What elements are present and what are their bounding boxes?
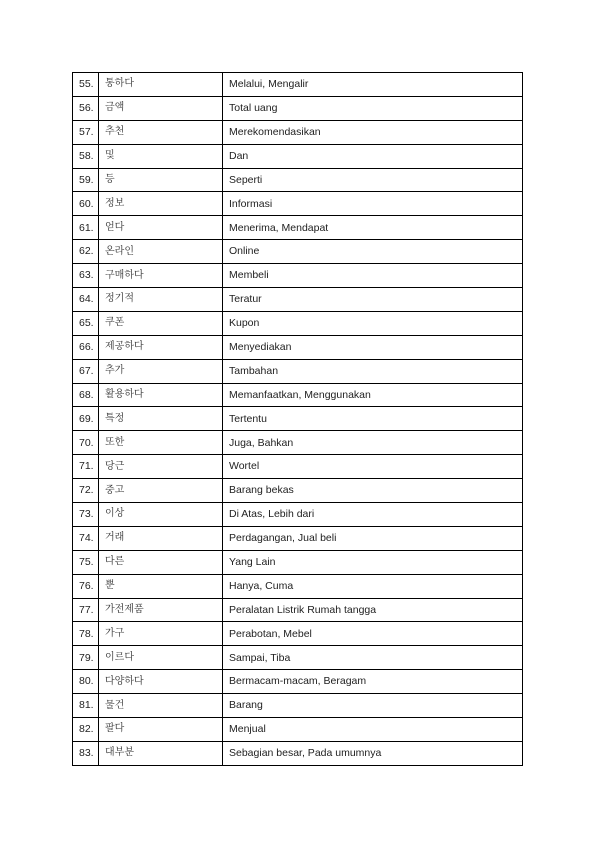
meaning-cell: Barang bekas [223,479,523,503]
table-row [73,192,523,216]
table-row [73,216,523,240]
korean-word-cell: 등 [99,168,223,192]
korean-word-cell: 구매하다 [99,264,223,288]
table-row [73,574,523,598]
korean-word-cell: 활용하다 [99,383,223,407]
table-row [73,240,523,264]
row-number-cell: 75. [73,550,99,574]
table-row [73,288,523,312]
korean-word-cell: 온라인 [99,240,223,264]
table-row [73,407,523,431]
row-number-cell: 71. [73,455,99,479]
korean-word-cell: 뿐 [99,574,223,598]
meaning-cell: Dan [223,144,523,168]
table-row [73,168,523,192]
korean-word-cell: 가구 [99,622,223,646]
korean-word-cell: 금액 [99,96,223,120]
meaning-cell: Hanya, Cuma [223,574,523,598]
table-row [73,311,523,335]
table-row [73,264,523,288]
meaning-cell: Wortel [223,455,523,479]
meaning-cell: Perdagangan, Jual beli [223,526,523,550]
row-number-cell: 76. [73,574,99,598]
table-row [73,718,523,742]
row-number-cell: 64. [73,288,99,312]
table-row [73,479,523,503]
table-row [73,73,523,97]
table-row [73,383,523,407]
korean-word-cell: 팔다 [99,718,223,742]
korean-word-cell: 가전제품 [99,598,223,622]
row-number-cell: 61. [73,216,99,240]
meaning-cell: Menyediakan [223,335,523,359]
vocabulary-table-body [73,73,523,766]
meaning-cell: Barang [223,694,523,718]
row-number-cell: 66. [73,335,99,359]
korean-word-cell: 거래 [99,526,223,550]
row-number-cell: 82. [73,718,99,742]
row-number-cell: 63. [73,264,99,288]
korean-word-cell: 다른 [99,550,223,574]
meaning-cell: Memanfaatkan, Menggunakan [223,383,523,407]
row-number-cell: 77. [73,598,99,622]
korean-word-cell: 통하다 [99,73,223,97]
meaning-cell: Merekomendasikan [223,120,523,144]
row-number-cell: 55. [73,73,99,97]
korean-word-cell: 쿠폰 [99,311,223,335]
table-row [73,526,523,550]
meaning-cell: Informasi [223,192,523,216]
korean-word-cell: 및 [99,144,223,168]
row-number-cell: 81. [73,694,99,718]
table-row [73,96,523,120]
korean-word-cell: 당근 [99,455,223,479]
meaning-cell: Di Atas, Lebih dari [223,503,523,527]
meaning-cell: Menerima, Mendapat [223,216,523,240]
table-row [73,455,523,479]
meaning-cell: Kupon [223,311,523,335]
row-number-cell: 60. [73,192,99,216]
korean-word-cell: 다양하다 [99,670,223,694]
table-row [73,741,523,765]
row-number-cell: 73. [73,503,99,527]
row-number-cell: 65. [73,311,99,335]
table-row [73,694,523,718]
row-number-cell: 70. [73,431,99,455]
korean-word-cell: 정기적 [99,288,223,312]
korean-word-cell: 얻다 [99,216,223,240]
row-number-cell: 72. [73,479,99,503]
row-number-cell: 67. [73,359,99,383]
meaning-cell: Menjual [223,718,523,742]
meaning-cell: Bermacam-macam, Beragam [223,670,523,694]
table-row [73,120,523,144]
row-number-cell: 79. [73,646,99,670]
meaning-cell: Sebagian besar, Pada umumnya [223,741,523,765]
meaning-cell: Melalui, Mengalir [223,73,523,97]
korean-word-cell: 이상 [99,503,223,527]
meaning-cell: Teratur [223,288,523,312]
korean-word-cell: 특정 [99,407,223,431]
row-number-cell: 78. [73,622,99,646]
korean-word-cell: 제공하다 [99,335,223,359]
row-number-cell: 59. [73,168,99,192]
meaning-cell: Perabotan, Mebel [223,622,523,646]
table-row [73,550,523,574]
meaning-cell: Sampai, Tiba [223,646,523,670]
meaning-cell: Online [223,240,523,264]
table-row [73,598,523,622]
meaning-cell: Total uang [223,96,523,120]
row-number-cell: 69. [73,407,99,431]
meaning-cell: Yang Lain [223,550,523,574]
table-row [73,503,523,527]
table-row [73,335,523,359]
korean-word-cell: 대부분 [99,741,223,765]
korean-word-cell: 추천 [99,120,223,144]
table-row [73,431,523,455]
row-number-cell: 68. [73,383,99,407]
korean-word-cell: 중고 [99,479,223,503]
row-number-cell: 57. [73,120,99,144]
korean-word-cell: 물건 [99,694,223,718]
row-number-cell: 83. [73,741,99,765]
meaning-cell: Seperti [223,168,523,192]
meaning-cell: Tambahan [223,359,523,383]
table-row [73,646,523,670]
row-number-cell: 80. [73,670,99,694]
row-number-cell: 62. [73,240,99,264]
table-row [73,622,523,646]
meaning-cell: Juga, Bahkan [223,431,523,455]
vocabulary-table [72,72,523,766]
table-row [73,359,523,383]
korean-word-cell: 또한 [99,431,223,455]
table-row [73,144,523,168]
table-row [73,670,523,694]
meaning-cell: Tertentu [223,407,523,431]
korean-word-cell: 추가 [99,359,223,383]
korean-word-cell: 정보 [99,192,223,216]
row-number-cell: 74. [73,526,99,550]
korean-word-cell: 이르다 [99,646,223,670]
meaning-cell: Membeli [223,264,523,288]
row-number-cell: 58. [73,144,99,168]
meaning-cell: Peralatan Listrik Rumah tangga [223,598,523,622]
row-number-cell: 56. [73,96,99,120]
